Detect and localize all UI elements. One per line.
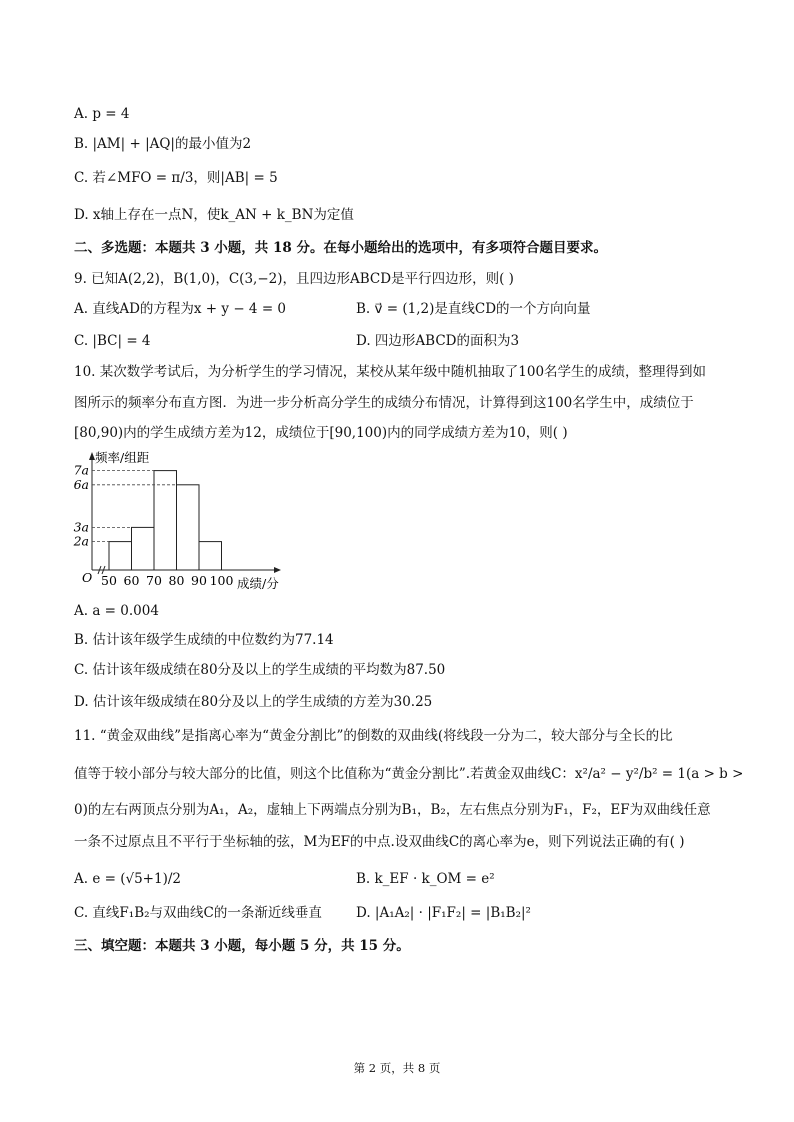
histogram-bar: [154, 471, 177, 570]
x-tick-label: 70: [146, 573, 162, 588]
y-tick-label: 6a: [73, 476, 89, 492]
q11-stem-line2: 值等于较小部分与较大部分的比值，则这个比值称为“黄金分割比”.若黄金双曲线C：x²/a² − y²/b² = 1(a > b >: [74, 766, 744, 782]
y-tick-label: 3a: [73, 519, 89, 535]
x-tick-label: 80: [168, 573, 185, 588]
histogram-bar: [177, 485, 200, 570]
page-footer: 第 2 页，共 8 页: [353, 1061, 441, 1075]
q9-option-b: B. v⃗ = (1,2)是直线CD的一个方向向量: [356, 301, 591, 317]
q10-stem-line1: 10. 某次数学考试后，为分析学生的学习情况，某校从某年级中随机抽取了100名学生的成绩，整理得到如: [74, 364, 707, 380]
q11-option-d: D. |A₁A₂| · |F₁F₂| = |B₁B₂|²: [356, 905, 531, 921]
q9-option-a: A. 直线AD的方程为x + y − 4 = 0: [74, 301, 287, 317]
x-tick-label: 50: [101, 573, 117, 588]
q10-option-c: C. 估计该年级成绩在80分及以上的学生成绩的平均数为87.50: [74, 662, 446, 678]
x-tick-label: 60: [123, 573, 140, 588]
q11-stem-line4: 一条不过原点且不平行于坐标轴的弦，M为EF的中点.设双曲线C的离心率为e，则下列说法正确的有( ): [74, 834, 685, 850]
section2-heading: 二、多选题：本题共 3 小题，共 18 分。在每小题给出的选项中，有多项符合题目要求。: [74, 240, 607, 256]
q8-option-a: A. p = 4: [74, 106, 130, 122]
histogram-bar: [199, 542, 222, 570]
x-tick-label: 90: [191, 573, 207, 588]
q11-option-a: A. e = (√5+1)/2: [74, 871, 181, 887]
q8-option-c: C. 若∠MFO = π/3，则|AB| = 5: [74, 170, 278, 186]
x-axis-arrow: [274, 567, 281, 573]
q9-option-c: C. |BC| = 4: [74, 333, 151, 349]
y-tick-label: 2a: [73, 533, 89, 549]
q11-option-c: C. 直线F₁B₂与双曲线C的一条渐近线垂直: [74, 905, 322, 921]
frequency-histogram: [68, 448, 298, 598]
q8-option-d: D. x轴上存在一点N，使k_AN + k_BN为定值: [74, 207, 354, 223]
q11-stem-line3: 0)的左右两顶点分别为A₁，A₂，虚轴上下两端点分别为B₁，B₂，左右焦点分别为F₁，F₂，EF为双曲线任意: [74, 802, 711, 818]
q10-stem-line3: [80,90)内的学生成绩方差为12，成绩位于[90,100)内的同学成绩方差为10，则( ): [74, 425, 568, 441]
x-axis-label: 成绩/分: [237, 576, 279, 591]
q8-option-b: B. |AM| + |AQ|的最小值为2: [74, 136, 252, 152]
q10-stem-line2: 图所示的频率分布直方图．为进一步分析高分学生的成绩分布情况，计算得到这100名学生中，成绩位于: [74, 395, 694, 411]
x-tick-label: 100: [209, 573, 234, 588]
section3-heading: 三、填空题：本题共 3 小题，每小题 5 分，共 15 分。: [74, 938, 410, 954]
y-axis-label: 频率/组距: [95, 450, 150, 465]
q11-option-b: B. k_EF · k_OM = e²: [356, 871, 495, 887]
histogram-bar: [109, 542, 132, 570]
origin-label: O: [82, 570, 93, 585]
q11-stem-line1: 11. “黄金双曲线”是指离心率为“黄金分割比”的倒数的双曲线(将线段一分为二，较大部分与全长的比: [74, 728, 673, 744]
q9-stem: 9. 已知A(2,2)，B(1,0)，C(3,−2)，且四边形ABCD是平行四边形，则( ): [74, 271, 514, 287]
q10-option-b: B. 估计该年级学生成绩的中位数约为77.14: [74, 632, 334, 648]
q10-option-d: D. 估计该年级成绩在80分及以上的学生成绩的方差为30.25: [74, 694, 433, 710]
histogram-bar: [132, 527, 155, 570]
q9-option-d: D. 四边形ABCD的面积为3: [356, 333, 520, 349]
q10-option-a: A. a = 0.004: [74, 603, 159, 619]
y-tick-label: 7a: [73, 462, 89, 478]
